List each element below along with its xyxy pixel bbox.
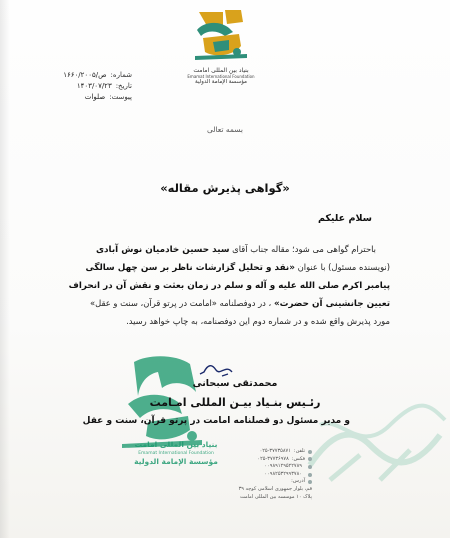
body-line-1-text: باحترام گواهی می شود؛ مقاله جناب آقای <box>232 244 376 254</box>
fax-icon <box>308 457 312 461</box>
author-name: سید حسین خادمیان نوش آبادی <box>95 245 230 255</box>
footer-value: ۰۰۹۸۲۵۳۲۹۹۳۷۸۰ <box>264 470 302 477</box>
mobile-icon <box>308 465 312 469</box>
document-title: «گواهی پذیرش مقاله» <box>160 181 290 195</box>
ref-attachment-label: پیوست: <box>109 93 132 101</box>
stamp-name-ar: مؤسسة الإمامة الدولية <box>134 457 218 466</box>
ref-number-value: ۱۶۶۰/ص/۲۰۰۵ <box>63 71 107 79</box>
signatory-name: محمدتقی سبحانی <box>192 378 278 389</box>
ref-date-label: تاریخ: <box>115 82 132 90</box>
footer-label: آدرس: <box>291 478 305 485</box>
stamp-name-en: Emamat International Foundation <box>138 451 214 456</box>
body-line-5 <box>48 313 390 330</box>
signature-block <box>82 375 350 429</box>
footer-row <box>200 456 312 464</box>
footer-row <box>200 478 312 486</box>
foundation-logo <box>182 6 260 85</box>
logo-name-ar: مؤسسة الإمامة الدولية <box>195 79 247 85</box>
footer-value: ۰۲۵-۳۷۷۳۶۹۷۸ <box>257 455 289 462</box>
logo-name-fa: بنیاد بین المللی امامت <box>193 67 249 74</box>
salutation: سلام علیکم <box>317 213 372 224</box>
stamp-name-fa: بنیاد بین المللی امامت <box>134 440 218 449</box>
body-line-2-text: (نویسنده مسئول) با عنوان <box>297 262 390 272</box>
ref-attachment-row <box>48 92 132 103</box>
mobile-icon <box>308 473 312 477</box>
ref-attachment-value: صلوات <box>84 93 106 101</box>
footer-value: پلاک ۱۰ موسسه بین المللی امامت <box>240 493 312 500</box>
phone-icon <box>308 450 312 454</box>
footer-value: ۰۰۹۸۹۱۲۹۵۲۲۷۸۹ <box>264 463 302 470</box>
ref-date-value: ۱۴۰۳/۰۷/۲۳ <box>76 82 112 90</box>
contact-footer <box>200 448 312 501</box>
location-icon <box>308 480 312 484</box>
signatory-role-2: و مدیر مسئول دو فصلنامه امامت در پرتو قرآن، سنت و عقل <box>82 416 350 426</box>
body-line-2 <box>48 259 390 277</box>
footer-row <box>200 494 312 502</box>
footer-row <box>200 486 312 494</box>
footer-row <box>200 448 312 456</box>
ref-number-label: شماره: <box>110 71 132 79</box>
footer-row <box>200 463 312 471</box>
ref-number-row <box>48 70 132 81</box>
body-line-4 <box>48 295 390 313</box>
footer-value: ۰۲۵-۳۷۷۳۵۸۷۱ <box>259 448 291 454</box>
invocation: بسمه تعالی <box>206 125 244 134</box>
ref-date-row <box>48 81 132 92</box>
article-title-part-1: «نقد و تحلیل گزارشات ناظر بر سن چهل سالگی <box>85 263 295 273</box>
body-line-3 <box>48 277 390 295</box>
logo-name-en: Emamat International Foundation <box>187 74 255 79</box>
body-line-5-text: مورد پذیرش واقع شده و در شماره دوم این دوفصنامه، به چاپ خواهد رسید. <box>126 316 390 326</box>
footer-label: تلفن: <box>293 448 305 454</box>
footer-value: قم، بلوار جمهوری اسلامی کوچه ۳۹ <box>238 485 312 492</box>
reference-block <box>48 70 132 103</box>
body-line-1 <box>48 241 390 259</box>
journal-name: ، در دوفصلنامه «امامت در پرتو قرآن، سنت و عقل» <box>90 298 272 308</box>
signatory-role: رئـیس بنـیاد بیـن المللی امـامت <box>149 396 321 409</box>
footer-label: فکس: <box>291 455 305 462</box>
certificate-body <box>48 241 390 330</box>
article-title-part-2: پیامبر اکرم صلی الله علیه و آله و سلم در زمان بعثت و نقش آن در انحراف <box>68 281 390 291</box>
article-title-part-3: تعیین جانشینی آن حضرت» <box>273 299 390 309</box>
emamat-emblem-icon <box>189 6 253 66</box>
